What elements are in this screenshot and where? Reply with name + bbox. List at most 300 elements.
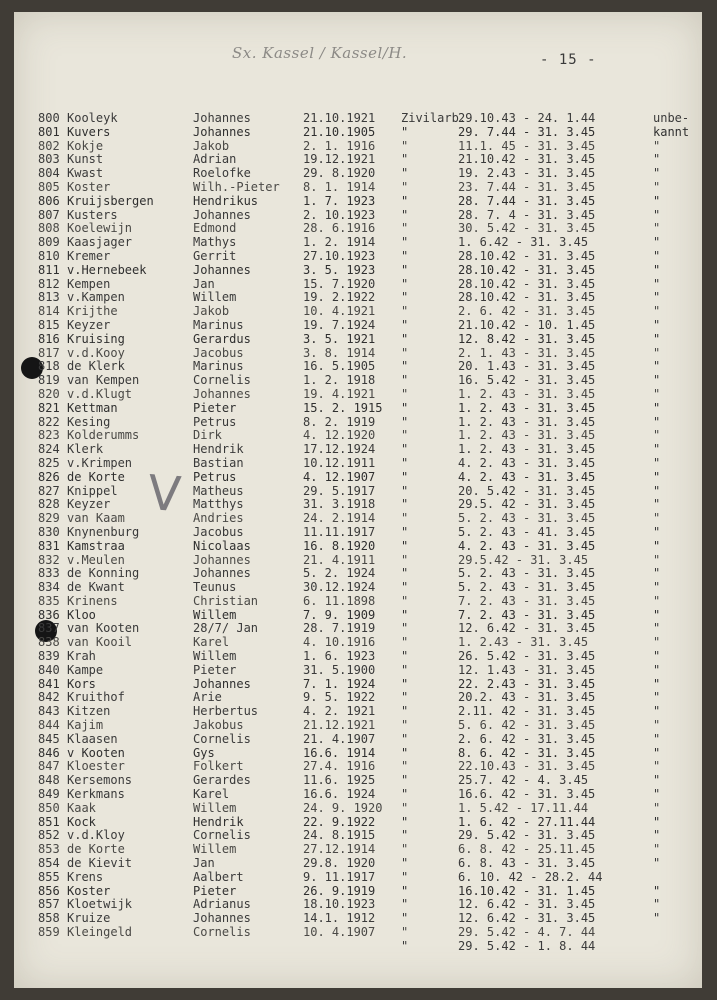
surname: Kunst: [67, 152, 104, 167]
status-note: ": [653, 524, 661, 539]
work-period: 4. 2. 43 - 31. 3.45: [458, 455, 596, 470]
table-row: [0, 402, 717, 416]
table-row: [0, 195, 717, 209]
record-number: 818: [38, 359, 60, 374]
surname: de Kievit: [67, 856, 133, 871]
given-name: Arie: [193, 690, 222, 705]
table-row: [0, 802, 717, 816]
table-row: [0, 719, 717, 733]
table-row: [0, 581, 717, 595]
given-name: Marinus: [193, 359, 244, 374]
table-row: [0, 540, 717, 554]
surname: Kloester: [67, 759, 125, 774]
work-period: 29. 7.44 - 31. 3.45: [458, 124, 596, 139]
given-name: Jan: [193, 276, 215, 291]
record-number: 819: [38, 373, 60, 388]
surname: Kooleyk: [67, 111, 118, 125]
remark: ": [401, 262, 409, 277]
work-period: 11.1. 45 - 31. 3.45: [458, 138, 596, 153]
surname: Klerk: [67, 442, 104, 457]
record-number: 827: [38, 483, 60, 498]
status-note: ": [653, 221, 661, 236]
table-row: [0, 236, 717, 250]
table-row: [0, 512, 717, 526]
remark: ": [401, 414, 409, 429]
page-number: - 15 -: [540, 52, 597, 68]
given-name: Willem: [193, 290, 237, 305]
work-period: 4. 2. 43 - 31. 3.45: [458, 469, 596, 484]
table-row: [0, 333, 717, 347]
table-row: [0, 153, 717, 167]
birth-date: 27.10.1923: [303, 248, 376, 263]
given-name: Johannes: [193, 566, 251, 581]
record-number: 832: [38, 552, 60, 567]
work-period: 28.10.42 - 31. 3.45: [458, 248, 596, 263]
surname: Kajim: [67, 718, 104, 733]
work-period: 29.10.43 - 24. 1.44: [458, 111, 596, 125]
surname: Kock: [67, 814, 96, 829]
remark: ": [401, 400, 409, 415]
status-note: ": [653, 290, 661, 305]
surname: Kempen: [67, 276, 111, 291]
surname: Kloo: [67, 607, 96, 622]
work-period: 29. 5.42 - 1. 8. 44: [458, 938, 596, 953]
work-period: 20. 1.43 - 31. 3.45: [458, 359, 596, 374]
record-number: 837: [38, 621, 60, 636]
record-number: 858: [38, 911, 60, 926]
birth-date: 5. 2. 1924: [303, 566, 376, 581]
remark: ": [401, 166, 409, 181]
given-name: Marinus: [193, 317, 244, 332]
given-name: Nicolaas: [193, 538, 251, 553]
table-row: [0, 140, 717, 154]
record-number: 841: [38, 676, 60, 691]
status-note: ": [653, 773, 661, 788]
given-name: Mathys: [193, 235, 237, 250]
birth-date: 29. 5.1917: [303, 483, 376, 498]
given-name: Jakobus: [193, 718, 244, 733]
remark: ": [401, 566, 409, 581]
birth-date: 30.12.1924: [303, 580, 376, 595]
remark: Zivilarb.: [401, 111, 467, 125]
status-note: ": [653, 276, 661, 291]
surname: Kruize: [67, 911, 111, 926]
given-name: 28/7/ Jan: [193, 621, 259, 636]
table-row: [0, 940, 717, 954]
status-note: ": [653, 842, 661, 857]
given-name: Hendrikus: [193, 193, 259, 208]
surname: Knynenburg: [67, 524, 140, 539]
given-name: Johannes: [193, 111, 251, 125]
work-period: 5. 2. 43 - 41. 3.45: [458, 524, 596, 539]
surname: Klaasen: [67, 731, 118, 746]
table-row: [0, 443, 717, 457]
given-name: Cornelis: [193, 373, 251, 388]
surname: de Korte: [67, 469, 125, 484]
remark: ": [401, 635, 409, 650]
remark: ": [401, 207, 409, 222]
record-number: 828: [38, 497, 60, 512]
given-name: Hendrik: [193, 442, 244, 457]
table-row: [0, 222, 717, 236]
birth-date: 21.12.1921: [303, 718, 376, 733]
status-note: ": [653, 566, 661, 581]
surname: de Kwant: [67, 580, 125, 595]
surname: Keyzer: [67, 497, 111, 512]
work-period: 29.5.42 - 31. 3.45: [458, 552, 589, 567]
remark: ": [401, 359, 409, 374]
birth-date: 9. 11.1917: [303, 869, 376, 884]
work-period: 21.10.42 - 10. 1.45: [458, 317, 596, 332]
record-number: 844: [38, 718, 60, 733]
birth-date: 15. 2. 1915: [303, 400, 383, 415]
birth-date: 6. 11.1898: [303, 593, 376, 608]
given-name: Herbertus: [193, 704, 259, 719]
work-period: 12. 6.42 - 31. 3.45: [458, 897, 596, 912]
surname: van Kooten: [67, 621, 140, 636]
status-note: ": [653, 166, 661, 181]
birth-date: 26. 9.1919: [303, 883, 376, 898]
given-name: Johannes: [193, 262, 251, 277]
birth-date: 16.6. 1924: [303, 787, 376, 802]
remark: ": [401, 842, 409, 857]
remark: ": [401, 428, 409, 443]
remark: ": [401, 373, 409, 388]
table-row: [0, 843, 717, 857]
work-period: 20.2. 43 - 31. 3.45: [458, 690, 596, 705]
given-name: Cornelis: [193, 828, 251, 843]
given-name: Jacobus: [193, 345, 244, 360]
birth-date: 21.10.1921: [303, 111, 376, 125]
remark: ": [401, 235, 409, 250]
given-name: Cornelis: [193, 731, 251, 746]
surname: Kruithof: [67, 690, 125, 705]
status-note: ": [653, 552, 661, 567]
remark: ": [401, 524, 409, 539]
record-number: 803: [38, 152, 60, 167]
work-period: 1. 2. 43 - 31. 3.45: [458, 414, 596, 429]
birth-date: 14.1. 1912: [303, 911, 376, 926]
birth-date: 22. 9.1922: [303, 814, 376, 829]
record-number: 824: [38, 442, 60, 457]
status-note: ": [653, 676, 661, 691]
work-period: 20. 5.42 - 31. 3.45: [458, 483, 596, 498]
work-period: 1. 2. 43 - 31. 3.45: [458, 442, 596, 457]
status-note: ": [653, 828, 661, 843]
remark: ": [401, 483, 409, 498]
given-name: Willem: [193, 649, 237, 664]
given-name: Gys: [193, 745, 215, 760]
given-name: Jakob: [193, 304, 230, 319]
remark: ": [401, 731, 409, 746]
work-period: 6. 8. 42 - 25.11.45: [458, 842, 596, 857]
work-period: 28. 7.44 - 31. 3.45: [458, 193, 596, 208]
record-number: 811: [38, 262, 60, 277]
record-number: 859: [38, 925, 60, 940]
record-number: 855: [38, 869, 60, 884]
work-period: 16.10.42 - 31. 1.45: [458, 883, 596, 898]
remark: ": [401, 607, 409, 622]
remark: ": [401, 759, 409, 774]
birth-date: 27.12.1914: [303, 842, 376, 857]
record-number: 812: [38, 276, 60, 291]
record-number: 842: [38, 690, 60, 705]
birth-date: 11.11.1917: [303, 524, 376, 539]
remark: ": [401, 883, 409, 898]
status-note: ": [653, 704, 661, 719]
record-number: 826: [38, 469, 60, 484]
remark: ": [401, 773, 409, 788]
work-period: 12. 6.42 - 31. 3.45: [458, 911, 596, 926]
given-name: Jacobus: [193, 524, 244, 539]
work-period: 16.6. 42 - 31. 3.45: [458, 787, 596, 802]
surname: Kamstraa: [67, 538, 125, 553]
table-row: [0, 388, 717, 402]
work-period: 1. 6.42 - 31. 3.45: [458, 235, 589, 250]
remark: ": [401, 704, 409, 719]
remark: ": [401, 469, 409, 484]
birth-date: 3. 8. 1914: [303, 345, 376, 360]
status-note: ": [653, 179, 661, 194]
status-note: ": [653, 897, 661, 912]
table-row: [0, 816, 717, 830]
status-note: ": [653, 718, 661, 733]
work-period: 5. 6. 42 - 31. 3.45: [458, 718, 596, 733]
work-period: 2.11. 42 - 31. 3.45: [458, 704, 596, 719]
work-period: 28.10.42 - 31. 3.45: [458, 290, 596, 305]
record-number: 839: [38, 649, 60, 664]
record-number: 830: [38, 524, 60, 539]
record-number: 813: [38, 290, 60, 305]
given-name: Johannes: [193, 911, 251, 926]
table-row: [0, 291, 717, 305]
work-period: 25.7. 42 - 4. 3.45: [458, 773, 589, 788]
record-number: 817: [38, 345, 60, 360]
table-row: [0, 774, 717, 788]
record-number: 822: [38, 414, 60, 429]
record-number: 851: [38, 814, 60, 829]
given-name: Adrianus: [193, 897, 251, 912]
remark: ": [401, 497, 409, 512]
table-row: [0, 209, 717, 223]
remark: ": [401, 124, 409, 139]
surname: Kolderumms: [67, 428, 140, 443]
table-row: [0, 664, 717, 678]
work-period: 29. 5.42 - 4. 7. 44: [458, 925, 596, 940]
remark: ": [401, 718, 409, 733]
given-name: Pieter: [193, 883, 237, 898]
record-number: 810: [38, 248, 60, 263]
work-period: 7. 2. 43 - 31. 3.45: [458, 593, 596, 608]
status-note: ": [653, 593, 661, 608]
remark: ": [401, 304, 409, 319]
surname: v.d.Klugt: [67, 386, 133, 401]
remark: ": [401, 593, 409, 608]
birth-date: 31. 5.1900: [303, 662, 376, 677]
birth-date: 21. 4.1907: [303, 731, 376, 746]
work-period: 22.10.43 - 31. 3.45: [458, 759, 596, 774]
table-row: [0, 471, 717, 485]
table-row: [0, 609, 717, 623]
status-note: ": [653, 428, 661, 443]
record-number: 857: [38, 897, 60, 912]
work-period: 1. 2. 43 - 31. 3.45: [458, 386, 596, 401]
remark: ": [401, 386, 409, 401]
record-number: 850: [38, 800, 60, 815]
work-period: 21.10.42 - 31. 3.45: [458, 152, 596, 167]
surname: Koster: [67, 883, 111, 898]
record-number: 845: [38, 731, 60, 746]
given-name: Johannes: [193, 207, 251, 222]
remark: ": [401, 511, 409, 526]
given-name: Dirk: [193, 428, 222, 443]
status-note: ": [653, 814, 661, 829]
work-period: 23. 7.44 - 31. 3.45: [458, 179, 596, 194]
work-period: 22. 2.43 - 31. 3.45: [458, 676, 596, 691]
record-number: 836: [38, 607, 60, 622]
status-note: ": [653, 483, 661, 498]
surname: Kleingeld: [67, 925, 133, 940]
record-number: 833: [38, 566, 60, 581]
birth-date: 1. 7. 1923: [303, 193, 376, 208]
surname: Kremer: [67, 248, 111, 263]
surname: de Korte: [67, 842, 125, 857]
birth-date: 4. 2. 1921: [303, 704, 376, 719]
work-period: 7. 2. 43 - 31. 3.45: [458, 607, 596, 622]
record-number: 801: [38, 124, 60, 139]
table-row: [0, 898, 717, 912]
table-row: [0, 498, 717, 512]
remark: ": [401, 317, 409, 332]
surname: Koster: [67, 179, 111, 194]
status-note: ": [653, 787, 661, 802]
birth-date: 19. 2.1922: [303, 290, 376, 305]
surname: van Kaam: [67, 511, 125, 526]
record-number: 829: [38, 511, 60, 526]
record-number: 831: [38, 538, 60, 553]
surname: v.d.Kloy: [67, 828, 125, 843]
birth-date: 8. 2. 1919: [303, 414, 376, 429]
surname: Krens: [67, 869, 104, 884]
remark: ": [401, 911, 409, 926]
work-period: 29.5. 42 - 31. 3.45: [458, 497, 596, 512]
surname: v.Kampen: [67, 290, 125, 305]
handwritten-header: Sx. Kassel / Kassel/H.: [232, 44, 408, 62]
work-period: 28.10.42 - 31. 3.45: [458, 276, 596, 291]
status-note: ": [653, 331, 661, 346]
status-note: ": [653, 414, 661, 429]
birth-date: 3. 5. 1921: [303, 331, 376, 346]
surname: Krah: [67, 649, 96, 664]
given-name: Aalbert: [193, 869, 244, 884]
birth-date: 16. 8.1920: [303, 538, 376, 553]
birth-date: 28. 6.1916: [303, 221, 376, 236]
status-note: ": [653, 911, 661, 926]
record-number: 815: [38, 317, 60, 332]
record-number: 834: [38, 580, 60, 595]
birth-date: 19.12.1921: [303, 152, 376, 167]
given-name: Andries: [193, 511, 244, 526]
work-period: 5. 2. 43 - 31. 3.45: [458, 580, 596, 595]
surname: Kokje: [67, 138, 104, 153]
table-row: [0, 181, 717, 195]
record-number: 848: [38, 773, 60, 788]
status-note: ": [653, 469, 661, 484]
remark: ": [401, 787, 409, 802]
remark: ": [401, 690, 409, 705]
given-name: Petrus: [193, 414, 237, 429]
record-number: 800: [38, 111, 60, 125]
record-number: 820: [38, 386, 60, 401]
record-number: 835: [38, 593, 60, 608]
status-note: ": [653, 386, 661, 401]
remark: ": [401, 676, 409, 691]
status-note: ": [653, 400, 661, 415]
work-period: 1. 2. 43 - 31. 3.45: [458, 400, 596, 415]
handwritten-check-mark: V: [146, 464, 183, 524]
status-note: ": [653, 511, 661, 526]
record-number: 843: [38, 704, 60, 719]
birth-date: 19. 7.1924: [303, 317, 376, 332]
record-number: 806: [38, 193, 60, 208]
surname: v.Krimpen: [67, 455, 133, 470]
status-note: ": [653, 442, 661, 457]
birth-date: 1. 2. 1918: [303, 373, 376, 388]
status-note: ": [653, 580, 661, 595]
status-note: ": [653, 262, 661, 277]
table-row: [0, 733, 717, 747]
work-period: 2. 6. 42 - 31. 3.45: [458, 731, 596, 746]
record-number: 804: [38, 166, 60, 181]
given-name: Willem: [193, 800, 237, 815]
record-number: 809: [38, 235, 60, 250]
remark: ": [401, 193, 409, 208]
status-note: ": [653, 662, 661, 677]
birth-date: 31. 3.1918: [303, 497, 376, 512]
work-period: 12. 1.43 - 31. 3.45: [458, 662, 596, 677]
birth-date: 24. 2.1914: [303, 511, 376, 526]
table-row: [0, 526, 717, 540]
remark: ": [401, 925, 409, 940]
surname: Kaasjager: [67, 235, 133, 250]
surname: Kwast: [67, 166, 104, 181]
given-name: Bastian: [193, 455, 244, 470]
record-number: 823: [38, 428, 60, 443]
record-number: 821: [38, 400, 60, 415]
given-name: Karel: [193, 635, 230, 650]
birth-date: 10. 4.1921: [303, 304, 376, 319]
table-row: [0, 554, 717, 568]
table-row: [0, 871, 717, 885]
work-period: 12. 8.42 - 31. 3.45: [458, 331, 596, 346]
status-note: ": [653, 497, 661, 512]
given-name: Gerardus: [193, 331, 251, 346]
birth-date: 2. 10.1923: [303, 207, 376, 222]
table-row: [0, 319, 717, 333]
work-period: 26. 5.42 - 31. 3.45: [458, 649, 596, 664]
remark: ": [401, 552, 409, 567]
status-note: ": [653, 317, 661, 332]
record-number: 846: [38, 745, 60, 760]
remark: ": [401, 621, 409, 636]
table-row: [0, 678, 717, 692]
record-number: 852: [38, 828, 60, 843]
surname: van Kempen: [67, 373, 140, 388]
status-note: ": [653, 138, 661, 153]
given-name: Hendrik: [193, 814, 244, 829]
work-period: 1. 2.43 - 31. 3.45: [458, 635, 589, 650]
table-row: [0, 829, 717, 843]
